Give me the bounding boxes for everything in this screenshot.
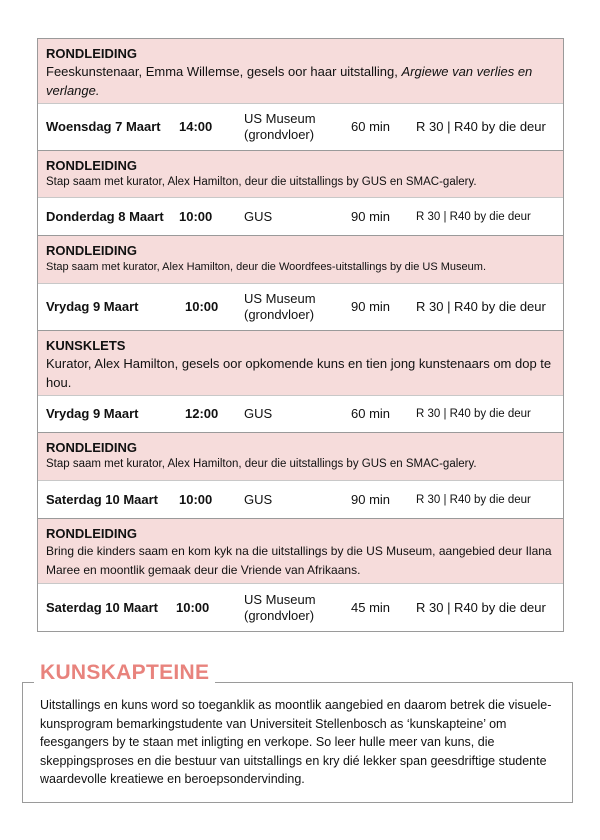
event-time: 10:00 xyxy=(176,599,210,615)
event-time: 12:00 xyxy=(185,406,219,421)
event-type: RONDLEIDING xyxy=(46,158,137,173)
event-price: R 30 | R40 by die deur xyxy=(416,493,531,506)
event-price: R 30 | R40 by die deur xyxy=(416,210,531,223)
event-description xyxy=(46,62,555,100)
event-price: R 30 | R40 by die deur xyxy=(416,599,546,615)
event-duration: 90 min xyxy=(351,208,391,224)
event-price: R 30 | R40 by die deur xyxy=(416,299,546,314)
event-time: 10:00 xyxy=(185,299,219,314)
event-details-row xyxy=(38,284,563,331)
event-header xyxy=(38,151,563,198)
kunskapteine-text: Uitstallings en kuns word so toeganklik as moontlik aangebied en daarom betrek die visuele-kunsprogram bemarkingstudente van Universiteit Stellenbosch as ‘kunskapteine’ om feesgangers by te staan met inligting en verkope. So leer hulle meer van kuns, die skeppingsproses en die bestuur van uitstallings en kry dié lekker span geesdriftige studente waardevolle kreatiewe en beroepsondervinding. xyxy=(40,698,552,786)
event-venue: GUS xyxy=(244,491,273,507)
event-description: Kurator, Alex Hamilton, gesels oor opkomende kuns en tien jong kunstenaars om dop te hou. xyxy=(46,356,552,390)
event-time: 10:00 xyxy=(179,491,213,507)
events-table xyxy=(37,38,564,632)
event-duration: 60 min xyxy=(351,119,391,134)
exhibition-title: Argiewe van verlies en verlange. xyxy=(46,64,533,98)
event-day: Donderdag 8 Maart xyxy=(46,208,164,224)
event-header xyxy=(38,519,563,584)
event-type: KUNSKLETS xyxy=(46,338,126,353)
event-description: Bring die kinders saam en kom kyk na die uitstallings by die US Museum, aangebied deur Ilana Maree en moontlik gemaak deur die Vriende van Afrikaans. xyxy=(46,544,552,577)
event-time: 14:00 xyxy=(179,119,213,134)
event-duration: 45 min xyxy=(351,599,391,615)
event-day: Woensdag 7 Maart xyxy=(46,119,161,134)
event-venue: US Museum (grondvloer) xyxy=(244,111,316,142)
event-details-row xyxy=(38,396,563,433)
event-details-row xyxy=(38,481,563,519)
kunskapteine-box xyxy=(22,682,573,803)
event-time: 10:00 xyxy=(179,208,213,224)
event-day: Saterdag 10 Maart xyxy=(46,599,158,615)
event-description: Stap saam met kurator, Alex Hamilton, deur die Woordfees-uitstallings by die US Museum. xyxy=(46,261,486,273)
event-price: R 30 | R40 by die deur xyxy=(416,119,546,134)
event-header xyxy=(38,236,563,284)
event-details-row xyxy=(38,584,563,631)
event-venue: US Museum (grondvloer) xyxy=(244,591,316,623)
description-text: Feeskunstenaar, Emma Willemse, gesels oor haar uitstalling, xyxy=(46,64,402,79)
event-venue: GUS xyxy=(244,406,273,421)
event-type: RONDLEIDING xyxy=(46,440,137,455)
event-duration: 60 min xyxy=(351,406,391,421)
event-day: Vrydag 9 Maart xyxy=(46,299,139,314)
event-details-row xyxy=(38,198,563,236)
event-details-row xyxy=(38,104,563,151)
event-day: Vrydag 9 Maart xyxy=(46,406,139,421)
event-day: Saterdag 10 Maart xyxy=(46,491,158,507)
event-type: RONDLEIDING xyxy=(46,46,137,61)
event-type: RONDLEIDING xyxy=(46,243,137,258)
event-price: R 30 | R40 by die deur xyxy=(416,408,531,420)
event-header xyxy=(38,331,563,396)
event-duration: 90 min xyxy=(351,491,391,507)
event-description: Stap saam met kurator, Alex Hamilton, deur die uitstallings by GUS en SMAC-galery. xyxy=(46,458,477,470)
event-venue: US Museum (grondvloer) xyxy=(244,291,316,322)
event-header xyxy=(38,433,563,481)
event-header xyxy=(38,39,563,104)
event-type: RONDLEIDING xyxy=(46,526,137,541)
kunskapteine-heading: KUNSKAPTEINE xyxy=(34,661,215,685)
event-description: Stap saam met kurator, Alex Hamilton, deur die uitstallings by GUS en SMAC-galery. xyxy=(46,176,477,188)
event-duration: 90 min xyxy=(351,299,391,314)
event-venue: GUS xyxy=(244,208,273,224)
